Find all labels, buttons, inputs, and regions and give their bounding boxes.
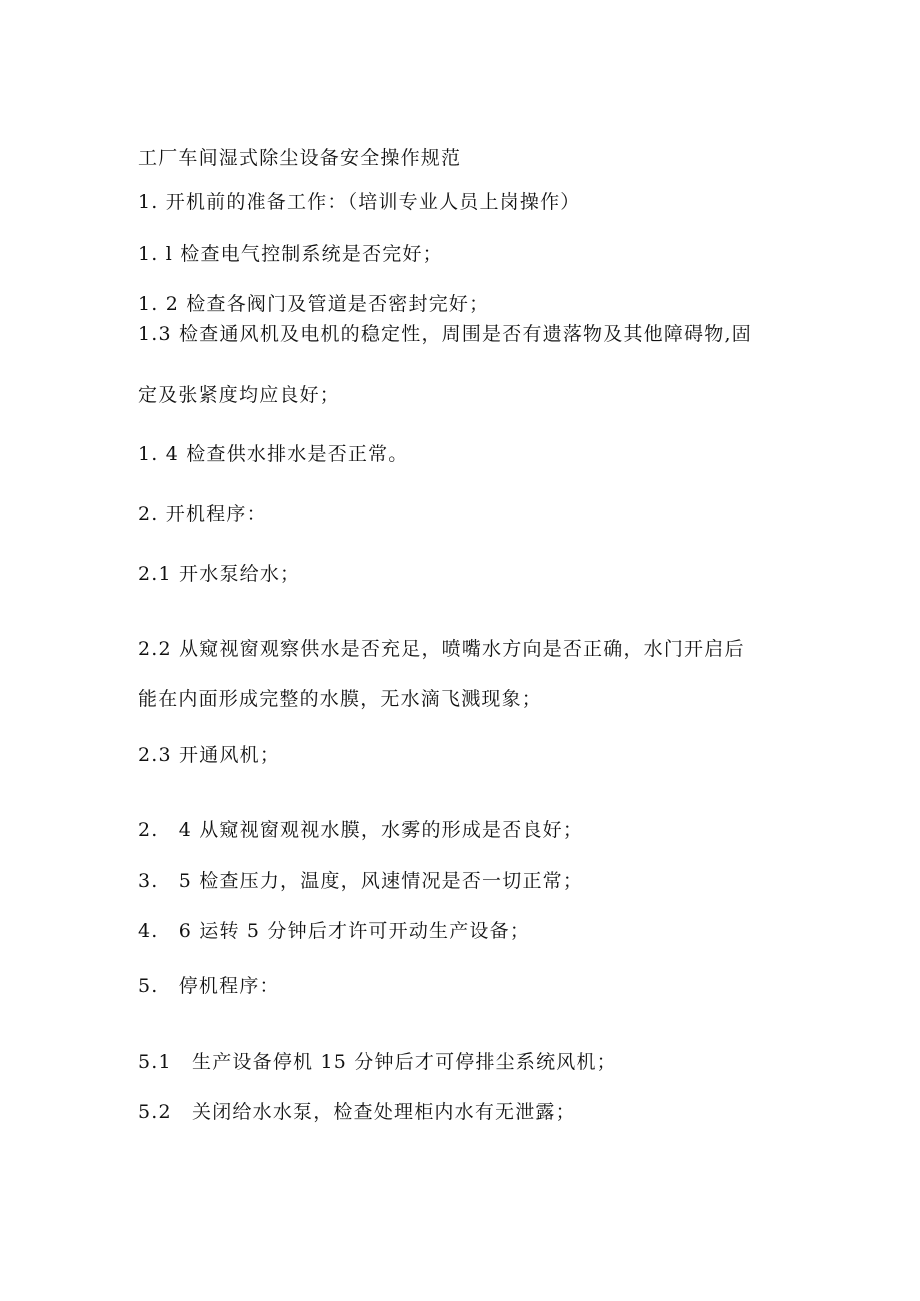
item-2-2-line-2: 能在内面形成完整的水膜，无水滴飞溅现象； — [138, 688, 543, 710]
item-2-4: 2. 4 从窥视窗观视水膜，水雾的形成是否良好； — [138, 819, 584, 841]
item-3-5: 3. 5 检查压力，温度，风速情况是否一切正常； — [138, 870, 584, 892]
section-2-heading: 2. 开机程序： — [138, 503, 267, 525]
section-1-heading: 1. 开机前的准备工作：（培训专业人员上岗操作） — [138, 191, 581, 213]
item-1-3-line-1: 1.3 检查通风机及电机的稳定性，周围是否有遗落物及其他障碍物,固 — [138, 323, 752, 345]
item-2-3: 2.3 开通风机； — [138, 744, 281, 766]
item-5-1: 5.1 生产设备停机 15 分钟后才可停排尘系统风机； — [138, 1051, 617, 1073]
item-2-1: 2.1 开水泵给水； — [138, 563, 301, 585]
item-5-2: 5.2 关闭给水水泵，检查处理柜内水有无泄露； — [138, 1101, 576, 1123]
section-5-heading: 5. 停机程序： — [138, 975, 280, 997]
item-1-1: 1. l 检查电气控制系统是否完好； — [138, 243, 443, 265]
item-1-4: 1. 4 检查供水排水是否正常。 — [138, 443, 409, 465]
item-4-6: 4. 6 运转 5 分钟后才许可开动生产设备； — [138, 920, 531, 942]
item-1-2: 1. 2 检查各阀门及管道是否密封完好； — [138, 293, 490, 315]
item-1-3-line-2: 定及张紧度均应良好； — [138, 384, 341, 406]
document-title: 工厂车间湿式除尘设备安全操作规范 — [138, 147, 462, 169]
item-2-2-line-1: 2.2 从窥视窗观察供水是否充足，喷嘴水方向是否正确，水门开启后 — [138, 638, 745, 660]
